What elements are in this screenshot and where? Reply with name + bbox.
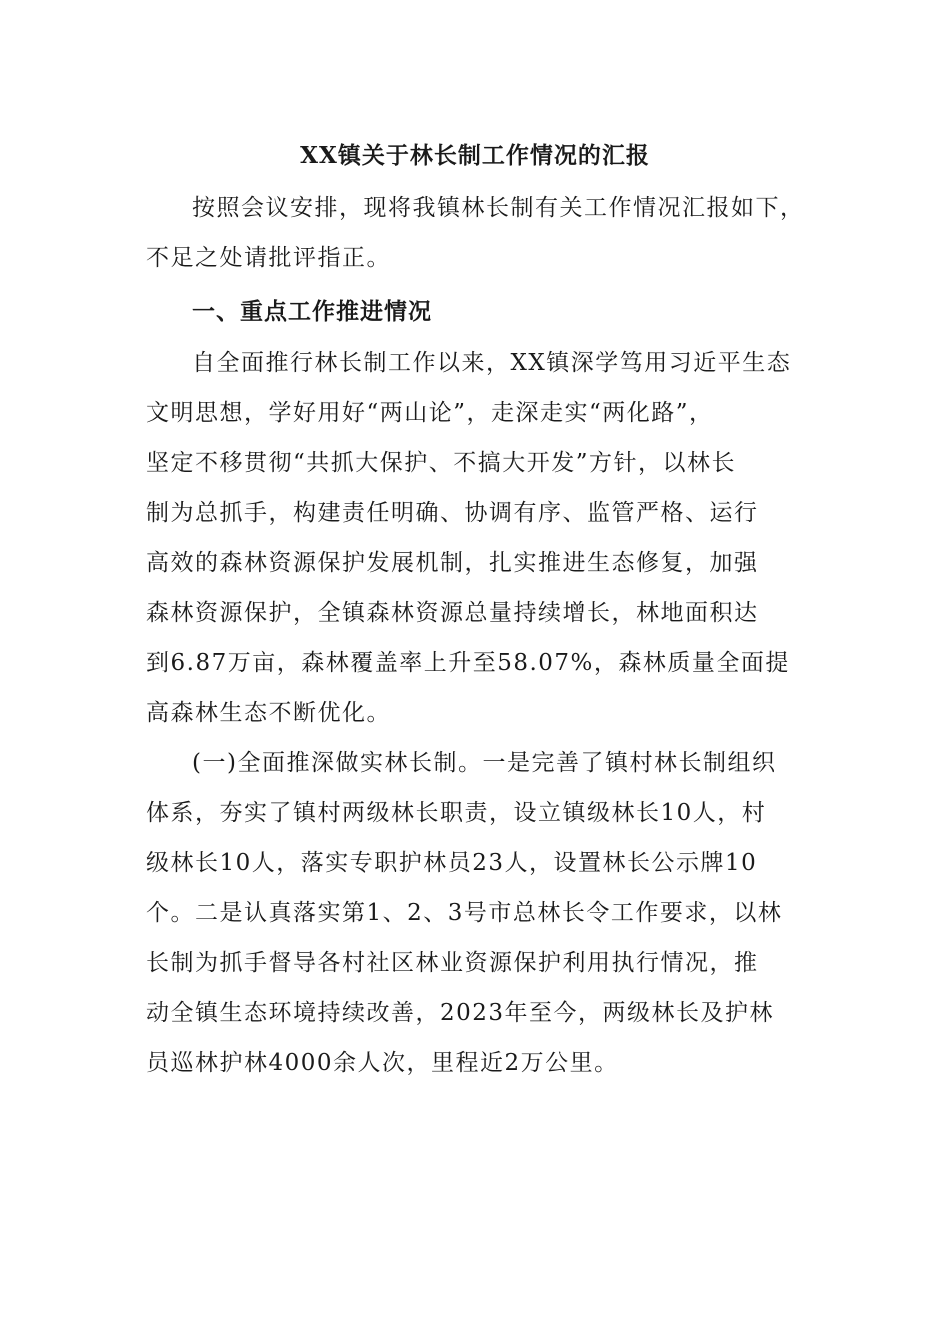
text-line: 自全面推行林长制工作以来，XX镇深学笃用习近平生态: [192, 350, 792, 376]
text-line: 员巡林护林4000余人次，里程近2万公里。: [146, 1050, 619, 1076]
text-line: 到6.87万亩，森林覆盖率上升至58.07%，森林质量全面提: [146, 650, 790, 676]
body-paragraph-2: [146, 738, 816, 1088]
text-line: 动全镇生态环境持续改善，2023年至今，两级林长及护林: [146, 1000, 775, 1026]
text-line: 森林资源保护，全镇森林资源总量持续增长，林地面积达: [146, 600, 759, 626]
text-line: 坚定不移贯彻“共抓大保护、不搞大开发”方针，以林长: [146, 450, 737, 476]
text-line: 个。二是认真落实第1、2、3号市总林长令工作要求，以林: [146, 900, 783, 926]
document-title: XX镇关于林长制工作情况的汇报: [300, 142, 650, 169]
section-heading: 一、重点工作推进情况: [192, 298, 432, 325]
text-line: 体系，夯实了镇村两级林长职责，设立镇级林长10人，村: [146, 800, 767, 826]
text-line: 高森林生态不断优化。: [146, 700, 391, 726]
body-paragraph-1: [146, 338, 816, 738]
text-line: 长制为抓手督导各村社区林业资源保护利用执行情况，推: [146, 950, 759, 976]
text-line: 文明思想，学好用好“两山论”，走深走实“两化路”，: [146, 400, 714, 426]
text-line: 制为总抓手，构建责任明确、协调有序、监管严格、运行: [146, 500, 759, 526]
text-line: 级林长10人，落实专职护林员23人，设置林长公示牌10: [146, 850, 758, 876]
text-line: 高效的森林资源保护发展机制，扎实推进生态修复，加强: [146, 550, 759, 576]
text-line: 不足之处请批评指正。: [146, 245, 391, 271]
intro-paragraph: [146, 183, 816, 283]
text-line: (一)全面推深做实林长制。一是完善了镇村林长制组织: [192, 750, 777, 776]
text-line: 按照会议安排，现将我镇林长制有关工作情况汇报如下，: [192, 195, 805, 221]
